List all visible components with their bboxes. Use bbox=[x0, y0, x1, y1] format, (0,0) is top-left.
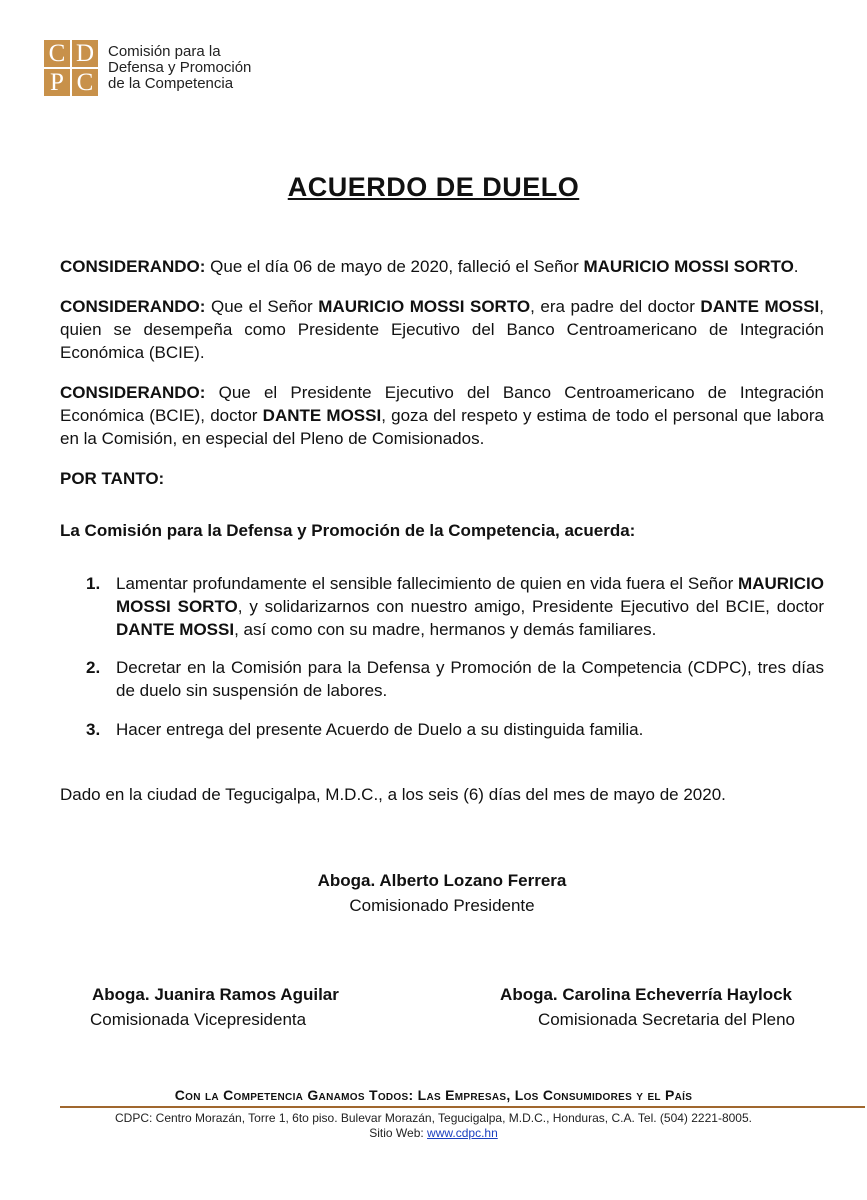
website-label: Sitio Web: bbox=[369, 1126, 424, 1140]
signatory-role: Comisionado Presidente bbox=[349, 896, 535, 915]
signatory-role: Comisionada Vicepresidenta bbox=[90, 1010, 307, 1029]
considerando-1 bbox=[60, 255, 824, 278]
text: , así como con su madre, hermanos y demás familiares. bbox=[234, 620, 657, 639]
considerando-label: CONSIDERANDO: bbox=[60, 257, 206, 276]
text: , goza del respeto y estima de todo el personal que labora en la Comisión, en especial del Pleno de Comisionados. bbox=[60, 406, 825, 448]
resolution-item-3 bbox=[86, 718, 824, 741]
logo-line: Comisión para la bbox=[108, 43, 221, 60]
footer-address bbox=[0, 1111, 867, 1141]
por-tanto: POR TANTO: bbox=[60, 469, 165, 488]
bold-name: MAURICIO MOSSI SORTO bbox=[583, 257, 794, 276]
text: Lamentar profundamente el sensible fallecimiento de quien en vida fuera el Señor bbox=[116, 574, 739, 593]
signature-president bbox=[0, 868, 867, 918]
footer-divider bbox=[60, 1106, 865, 1108]
considerando-label: CONSIDERANDO: bbox=[60, 297, 206, 316]
bold-name: DANTE MOSSI bbox=[262, 406, 382, 425]
logo-line: Defensa y Promoción bbox=[108, 59, 252, 76]
logo-text bbox=[108, 44, 251, 92]
logo-line: de la Competencia bbox=[108, 75, 234, 92]
resolution-item-1 bbox=[86, 572, 824, 641]
logo-letter: P bbox=[44, 69, 70, 96]
bold-name: DANTE MOSSI bbox=[116, 620, 235, 639]
item-text bbox=[116, 572, 824, 641]
footer-motto: Con la Competencia Ganamos Todos: Las Empresas, Los Consumidores y el País bbox=[174, 1087, 693, 1103]
acuerda-heading: La Comisión para la Defensa y Promoción de la Competencia, acuerda: bbox=[60, 521, 636, 540]
text: Que el Señor bbox=[205, 297, 319, 316]
logo-letter: C bbox=[72, 69, 98, 96]
document-title: ACUERDO DE DUELO bbox=[287, 172, 580, 202]
logo-mark bbox=[44, 40, 98, 96]
signatory-name: Aboga. Carolina Echeverría Haylock bbox=[500, 985, 792, 1004]
website-line bbox=[0, 1126, 867, 1141]
text: Que el día 06 de mayo de 2020, falleció el Señor bbox=[205, 257, 584, 276]
website-link[interactable]: www.cdpc.hn bbox=[427, 1126, 498, 1140]
logo-letter: D bbox=[72, 40, 98, 67]
considerando-2 bbox=[60, 295, 824, 364]
item-number: 1. bbox=[86, 574, 101, 593]
resolution-item-2 bbox=[86, 656, 824, 702]
dado-en-statement: Dado en la ciudad de Tegucigalpa, M.D.C., a los seis (6) días del mes de mayo de 2020. bbox=[60, 785, 726, 804]
item-number: 3. bbox=[86, 720, 101, 739]
bold-name: MAURICIO MOSSI SORTO bbox=[116, 574, 824, 616]
item-number: 2. bbox=[86, 658, 101, 677]
text: , quien se desempeña como Presidente Ejecutivo del Banco Centroamericano de Integración Económica (BCIE). bbox=[60, 297, 825, 362]
signatory-name: Aboga. Juanira Ramos Aguilar bbox=[92, 985, 339, 1004]
bold-name: DANTE MOSSI bbox=[700, 297, 820, 316]
signature-secretary bbox=[440, 982, 795, 1032]
item-text: Decretar en la Comisión para la Defensa y Promoción de la Competencia (CDPC), tres días de duelo sin suspensión de labores. bbox=[116, 658, 824, 700]
logo-letter: C bbox=[44, 40, 70, 67]
address-line: CDPC: Centro Morazán, Torre 1, 6to piso. Bulevar Morazán, Tegucigalpa, M.D.C., Honduras, C.A. Tel. (504) 2221-8005. bbox=[115, 1111, 752, 1125]
text: . bbox=[793, 257, 799, 276]
text: , era padre del doctor bbox=[530, 297, 701, 316]
bold-name: MAURICIO MOSSI SORTO bbox=[318, 297, 531, 316]
signatory-name: Aboga. Alberto Lozano Ferrera bbox=[317, 871, 567, 890]
signature-vicepresident bbox=[90, 982, 339, 1032]
item-text: Hacer entrega del presente Acuerdo de Duelo a su distinguida familia. bbox=[116, 720, 644, 739]
cdpc-logo bbox=[44, 40, 251, 96]
considerando-3 bbox=[60, 381, 824, 450]
considerando-label: CONSIDERANDO: bbox=[60, 383, 206, 402]
signatory-role: Comisionada Secretaria del Pleno bbox=[537, 1010, 795, 1029]
text: Que el Presidente Ejecutivo del Banco Centroamericano de Integración Económica (BCIE), doctor bbox=[60, 383, 824, 425]
text: , y solidarizarnos con nuestro amigo, Presidente Ejecutivo del BCIE, doctor bbox=[237, 597, 824, 616]
